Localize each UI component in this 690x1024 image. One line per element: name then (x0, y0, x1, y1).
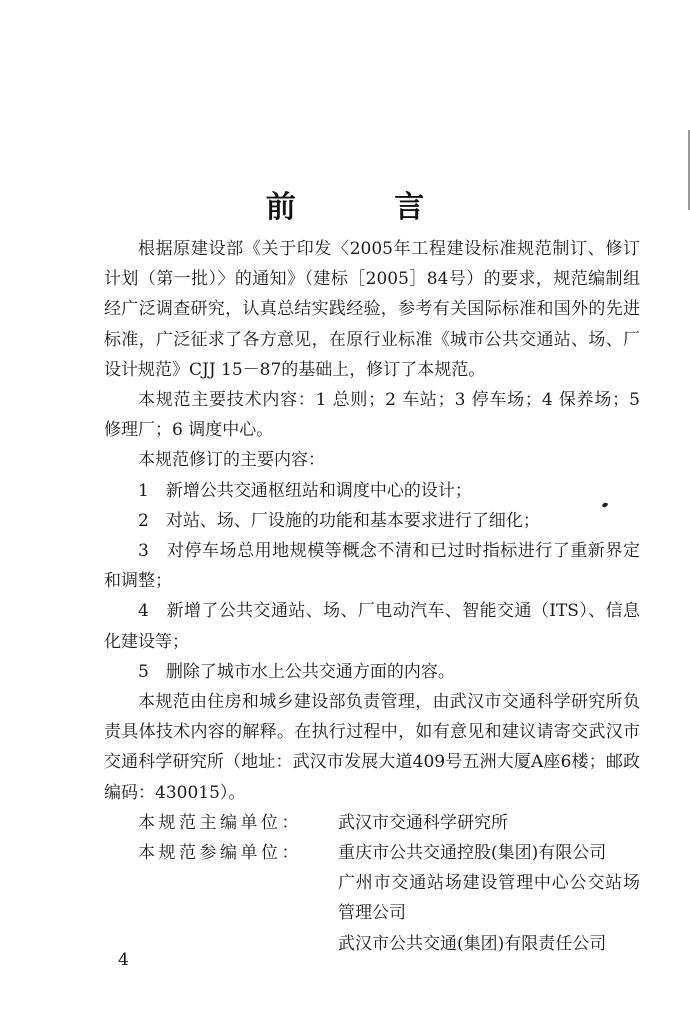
co-editors-label: 本规范参编单位： (138, 843, 302, 864)
paragraph-background: 根据原建设部《关于印发〈2005年工程建设标准规范制订、修订计划（第一批）〉的通知》（建标［2005］84号）的要求，规范编制组经广泛调查研究，认真总结实践经验，参考有关国际标准和国外的先进标准，广泛征求了各方意见，在原行业标准《城市公共交通站、场、厂设计规范》CJJ 15－87的基础上，修订了本规范。 (104, 239, 640, 380)
revision-item-3: 3 对停车场总用地规模等概念不清和已过时指标进行了重新界定和调整； (104, 541, 640, 592)
revision-item-4: 4 新增了公共交通站、场、厂电动汽车、智能交通（ITS）、信息化建设等； (104, 601, 640, 652)
revision-item-1: 1 新增公共交通枢纽站和调度中心的设计； (138, 480, 472, 501)
co-editors-row (138, 838, 640, 959)
editor-units (104, 808, 640, 959)
co-editors-list (338, 838, 640, 959)
chief-editor-row (138, 808, 640, 838)
page-title: 前 言 (265, 190, 469, 226)
revision-item-5: 5 删除了城市水上公共交通方面的内容。 (138, 661, 455, 682)
co-editor-2: 广州市交通站场建设管理中心公交站场管理公司 (338, 873, 640, 924)
page-number: 4 (118, 950, 129, 970)
co-editor-3: 武汉市公共交通(集团)有限责任公司 (338, 933, 607, 954)
chief-editor-name: 武汉市交通科学研究所 (338, 812, 508, 833)
paragraph-technical-content: 本规范主要技术内容：1 总则；2 车站；3 停车场；4 保养场；5 修理厂；6 调度中心。 (104, 390, 640, 441)
document-body (104, 234, 640, 959)
paragraph-revision-intro: 本规范修订的主要内容： (138, 450, 325, 471)
chief-editor-label: 本规范主编单位： (138, 812, 302, 833)
revision-item-2: 2 对站、场、厂设施的功能和基本要求进行了细化； (138, 510, 540, 531)
paragraph-management: 本规范由住房和城乡建设部负责管理，由武汉市交通科学研究所负责具体技术内容的解释。在执行过程中，如有意见和建议请寄交武汉市交通科学研究所（地址：武汉市发展大道409号五洲大厦A座6楼；邮政编码：430015）。 (104, 692, 640, 803)
co-editor-1: 重庆市公共交通控股(集团)有限公司 (338, 843, 607, 864)
chief-editor-value (338, 808, 640, 838)
